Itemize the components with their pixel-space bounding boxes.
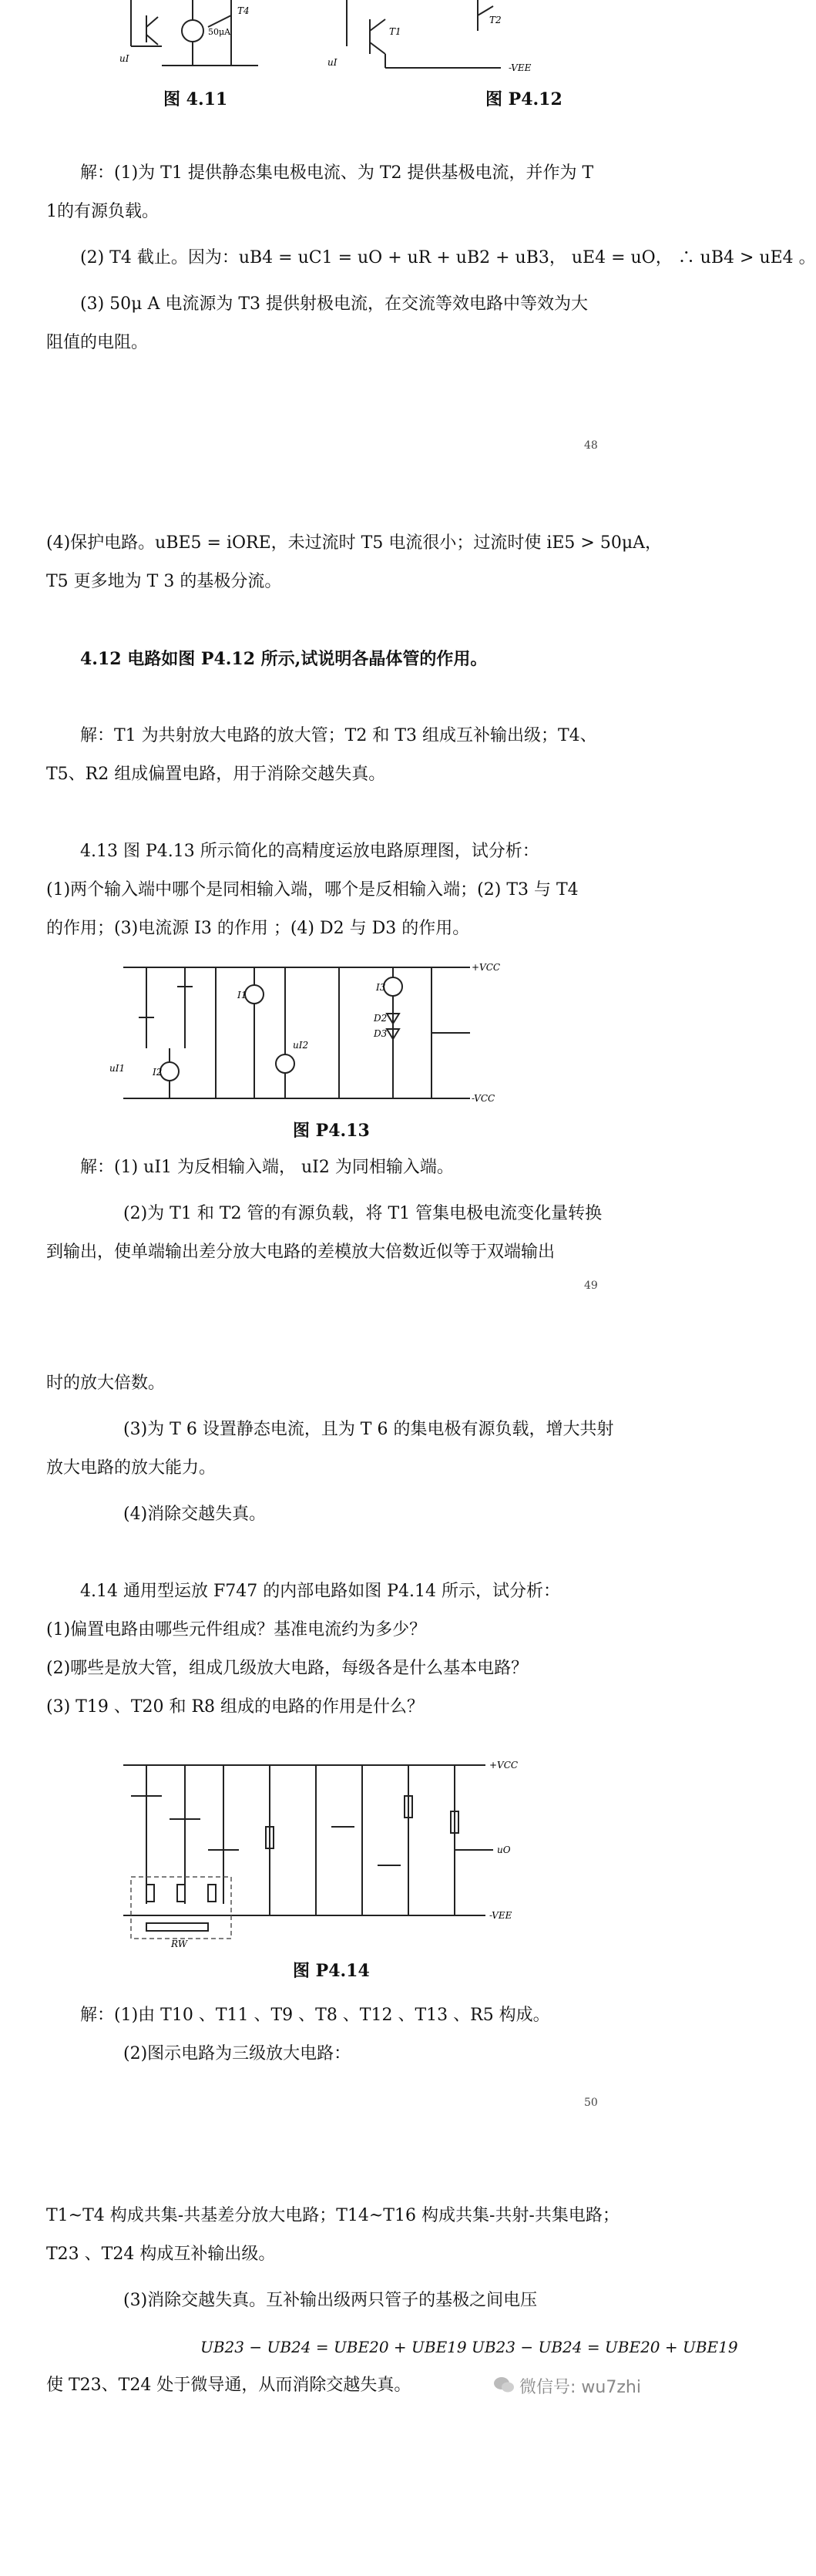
figure-p4-13 [108,956,501,1110]
answer-412-line-2: T5、R2 组成偏置电路，用于消除交越失真。 [46,765,386,784]
figure-4-11-caption: 图 4.11 [163,89,228,109]
answer-413-line-6: 放大电路的放大能力。 [46,1458,217,1478]
fig414-rw-label: RW [171,1939,188,1949]
fig413-d3-label: D3 [374,1028,388,1039]
fig414-vcc-label: +VCC [489,1760,519,1771]
page-number-50: 50 [584,2097,598,2109]
answer-414-line-3: T1~T4 构成共集-共基差分放大电路；T14~T16 构成共集-共射-共集电路； [46,2206,620,2225]
page-number-49: 49 [584,1280,598,1292]
fig413-i1-label: I1 [237,990,247,1000]
answer-413-line-1: 解：(1) uI1 为反相输入端， uI2 为同相输入端。 [80,1158,454,1177]
fig412-vee-label: -VEE [509,62,532,73]
question-414-line-2: (1)偏置电路由哪些元件组成？基准电流约为多少？ [46,1620,427,1639]
fig411-ui-label: uI [119,53,129,64]
fig412-t1-label: T1 [389,26,401,37]
answer-411-line-1: 解：(1)为 T1 提供静态集电极电流、为 T2 提供基极电流，并作为 T [80,163,594,183]
fig412-t2-label: T2 [489,15,502,25]
figure-p4-14 [100,1750,532,1950]
answer-414-line-1: 解：(1)由 T10 、T11 、T9 、T8 、T12 、T13 、R5 构成。 [80,2006,550,2025]
figure-p4-12-caption: 图 P4.12 [485,89,562,109]
question-414-line-1: 4.14 通用型运放 F747 的内部电路如图 P4.14 所示，试分析： [80,1582,560,1601]
answer-413-line-4: 时的放大倍数。 [46,1374,166,1393]
wechat-icon [493,2376,515,2397]
answer-411-line-6: (4)保护电路。uBE5 = iORE，未过流时 T5 电流很小；过流时使 iE5 > 50μA， [46,533,663,553]
figure-p4-13-caption: 图 P4.13 [293,1121,370,1141]
fig412-ui-label: uI [327,57,337,68]
question-414-line-4: (3) T19 、T20 和 R8 组成的电路的作用是什么？ [46,1697,425,1717]
figure-p4-12 [324,0,578,77]
answer-414-formula: UB23 − UB24 = UBE20 + UBE19 UB23 − UB24 = UBE20 + UBE19 [200,2338,738,2356]
fig413-ui1-label: uI1 [109,1063,126,1074]
answer-414-line-6: 使 T23、T24 处于微导通，从而消除交越失真。 [46,2376,411,2395]
figure-p4-14-caption: 图 P4.14 [293,1961,370,1981]
answer-411-line-5: 阻值的电阻。 [46,333,149,352]
answer-411-line-3: (2) T4 截止。因为：uB4 = uC1 = uO + uR + uB2 + uB3， uE4 = uO， ∴ uB4 > uE4 。 [80,248,816,267]
fig413-i3-label: I3 [376,982,386,993]
fig413-ui2-label: uI2 [293,1040,309,1051]
figure-4-11 [116,0,308,77]
watermark [493,2374,641,2398]
answer-412-line-1: 解：T1 为共射放大电路的放大管；T2 和 T3 组成互补输出级；T4、 [80,726,597,745]
fig411-t4-label: T4 [237,5,250,16]
answer-413-line-3: 到输出，使单端输出差分放大电路的差模放大倍数近似等于双端输出 [46,1243,556,1262]
page-number-48: 48 [584,439,598,452]
fig413-i2-label: I2 [153,1067,163,1078]
question-413-line-1: 4.13 图 P4.13 所示简化的高精度运放电路原理图，试分析： [80,842,539,861]
answer-411-line-7: T5 更多地为 T 3 的基极分流。 [46,572,282,591]
answer-411-line-2: 1的有源负载。 [46,202,159,221]
question-413-line-3: 的作用；(3)电流源 I3 的作用 ；(4) D2 与 D3 的作用。 [46,919,470,938]
question-412: 4.12 电路如图 P4.12 所示,试说明各晶体管的作用。 [80,649,488,669]
answer-413-line-7: (4)消除交越失真。 [123,1505,267,1524]
answer-413-line-5: (3)为 T 6 设置静态电流，且为 T 6 的集电极有源负载，增大共射 [123,1420,614,1439]
fig414-uo-label: uO [497,1845,511,1855]
answer-414-line-4: T23 、T24 构成互补输出级。 [46,2245,276,2264]
question-414-line-3: (2)哪些是放大管，组成几级放大电路，每级各是什么基本电路？ [46,1659,529,1678]
question-413-line-2: (1)两个输入端中哪个是同相输入端，哪个是反相输入端；(2) T3 与 T4 [46,880,579,900]
answer-413-line-2: (2)为 T1 和 T2 管的有源负载，将 T1 管集电极电流变化量转换 [123,1204,603,1223]
watermark-text: 微信号: wu7zhi [519,2378,641,2397]
answer-414-line-2: (2)图示电路为三级放大电路： [123,2044,351,2063]
fig413-d2-label: D2 [374,1013,388,1024]
answer-411-line-4: (3) 50μ A 电流源为 T3 提供射极电流，在交流等效电路中等效为大 [80,294,588,314]
fig411-source-label: 50μA [208,27,231,37]
answer-414-line-5: (3)消除交越失真。互补输出级两只管子的基极之间电压 [123,2291,538,2310]
fig413-vee-label: -VCC [472,1093,495,1104]
fig414-vee-label: -VEE [489,1910,512,1921]
fig413-vcc-label: +VCC [472,962,501,973]
